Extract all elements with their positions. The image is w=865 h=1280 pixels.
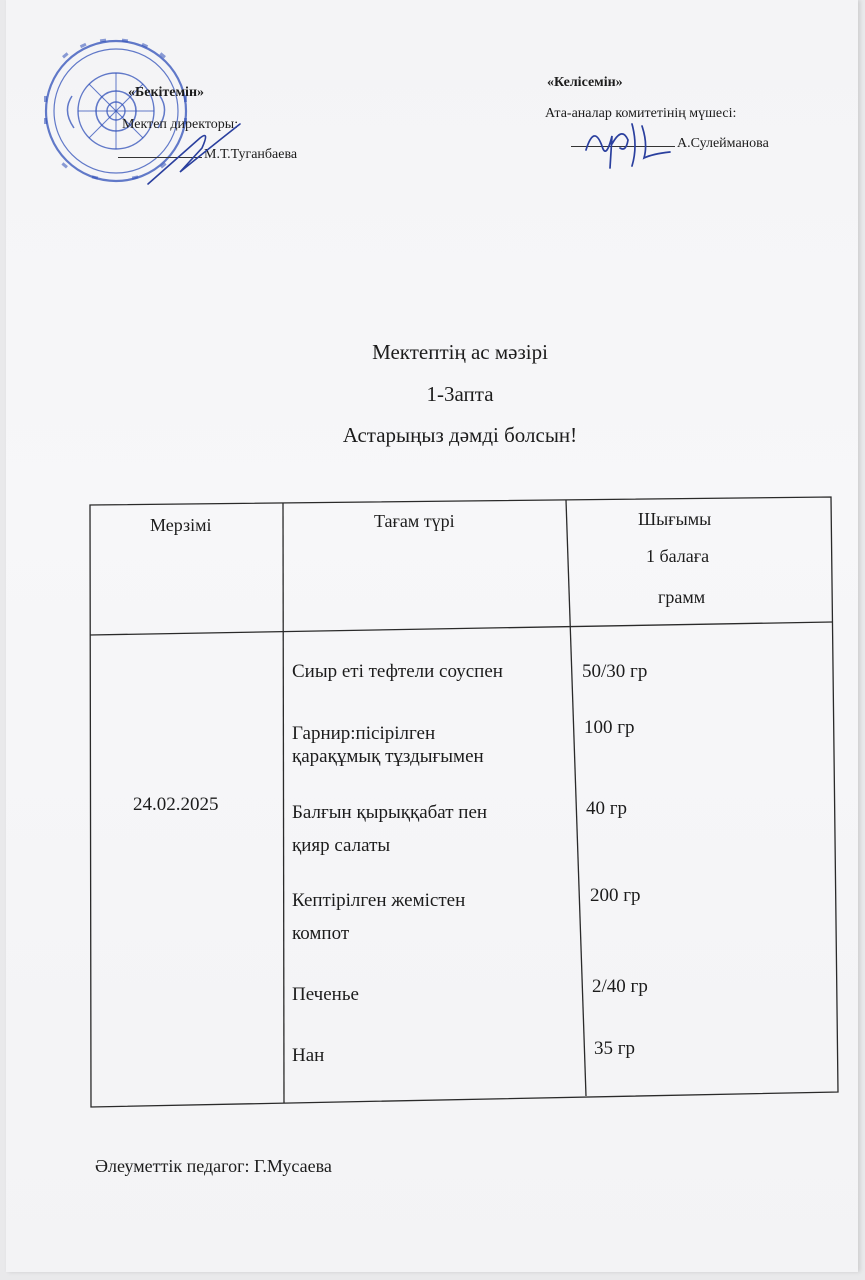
- approval-name: М.Т.Туганбаева: [204, 147, 298, 162]
- header-yield-line1: Шығымы: [638, 509, 712, 529]
- menu-week: 1-3апта: [426, 382, 494, 406]
- dish-amount: 2/40 гр: [592, 976, 648, 997]
- dish-name: Гарнир:пісірілген: [292, 723, 436, 744]
- approval-title: «Бекітемін»: [128, 85, 205, 100]
- menu-title: Мектептің ас мәзірі: [372, 340, 548, 364]
- agreement-name: А.Сулейманова: [677, 136, 769, 151]
- header-yield-line3: грамм: [658, 587, 706, 607]
- dish-name: Нан: [292, 1045, 325, 1066]
- menu-greeting: Астарыңыз дәмді болсын!: [342, 423, 578, 447]
- agreement-role: Ата-аналар комитетінің мүшесі:: [545, 106, 737, 121]
- dish-name: Сиыр еті тефтели соуспен: [292, 661, 503, 682]
- dish-amount: 35 гр: [594, 1038, 636, 1059]
- header-yield-line2: 1 балаға: [646, 546, 710, 566]
- dish-name-cont: қарақұмық тұздығымен: [292, 746, 484, 767]
- dish-amount: 50/30 гр: [582, 661, 648, 682]
- social-pedagogue-signature: Әлеуметтік педагог: Г.Мусаева: [95, 1156, 332, 1176]
- dish-name: Балғын қырыққабат пен: [292, 802, 488, 823]
- dish-name-cont: компот: [292, 923, 350, 944]
- menu-date: 24.02.2025: [133, 794, 219, 815]
- dish-amount: 200 гр: [590, 885, 641, 906]
- header-date: Мерзімі: [150, 515, 212, 535]
- dish-amount: 100 гр: [584, 717, 635, 738]
- dish-name: Печенье: [292, 984, 359, 1005]
- approval-role: Мектеп директоры:: [122, 117, 239, 132]
- dish-name-cont: қияр салаты: [292, 835, 391, 856]
- agreement-title: «Келісемін»: [547, 75, 623, 90]
- header-dish: Тағам түрі: [374, 511, 455, 531]
- dish-amount: 40 гр: [586, 798, 628, 819]
- dish-name: Кептірілген жемістен: [292, 890, 466, 911]
